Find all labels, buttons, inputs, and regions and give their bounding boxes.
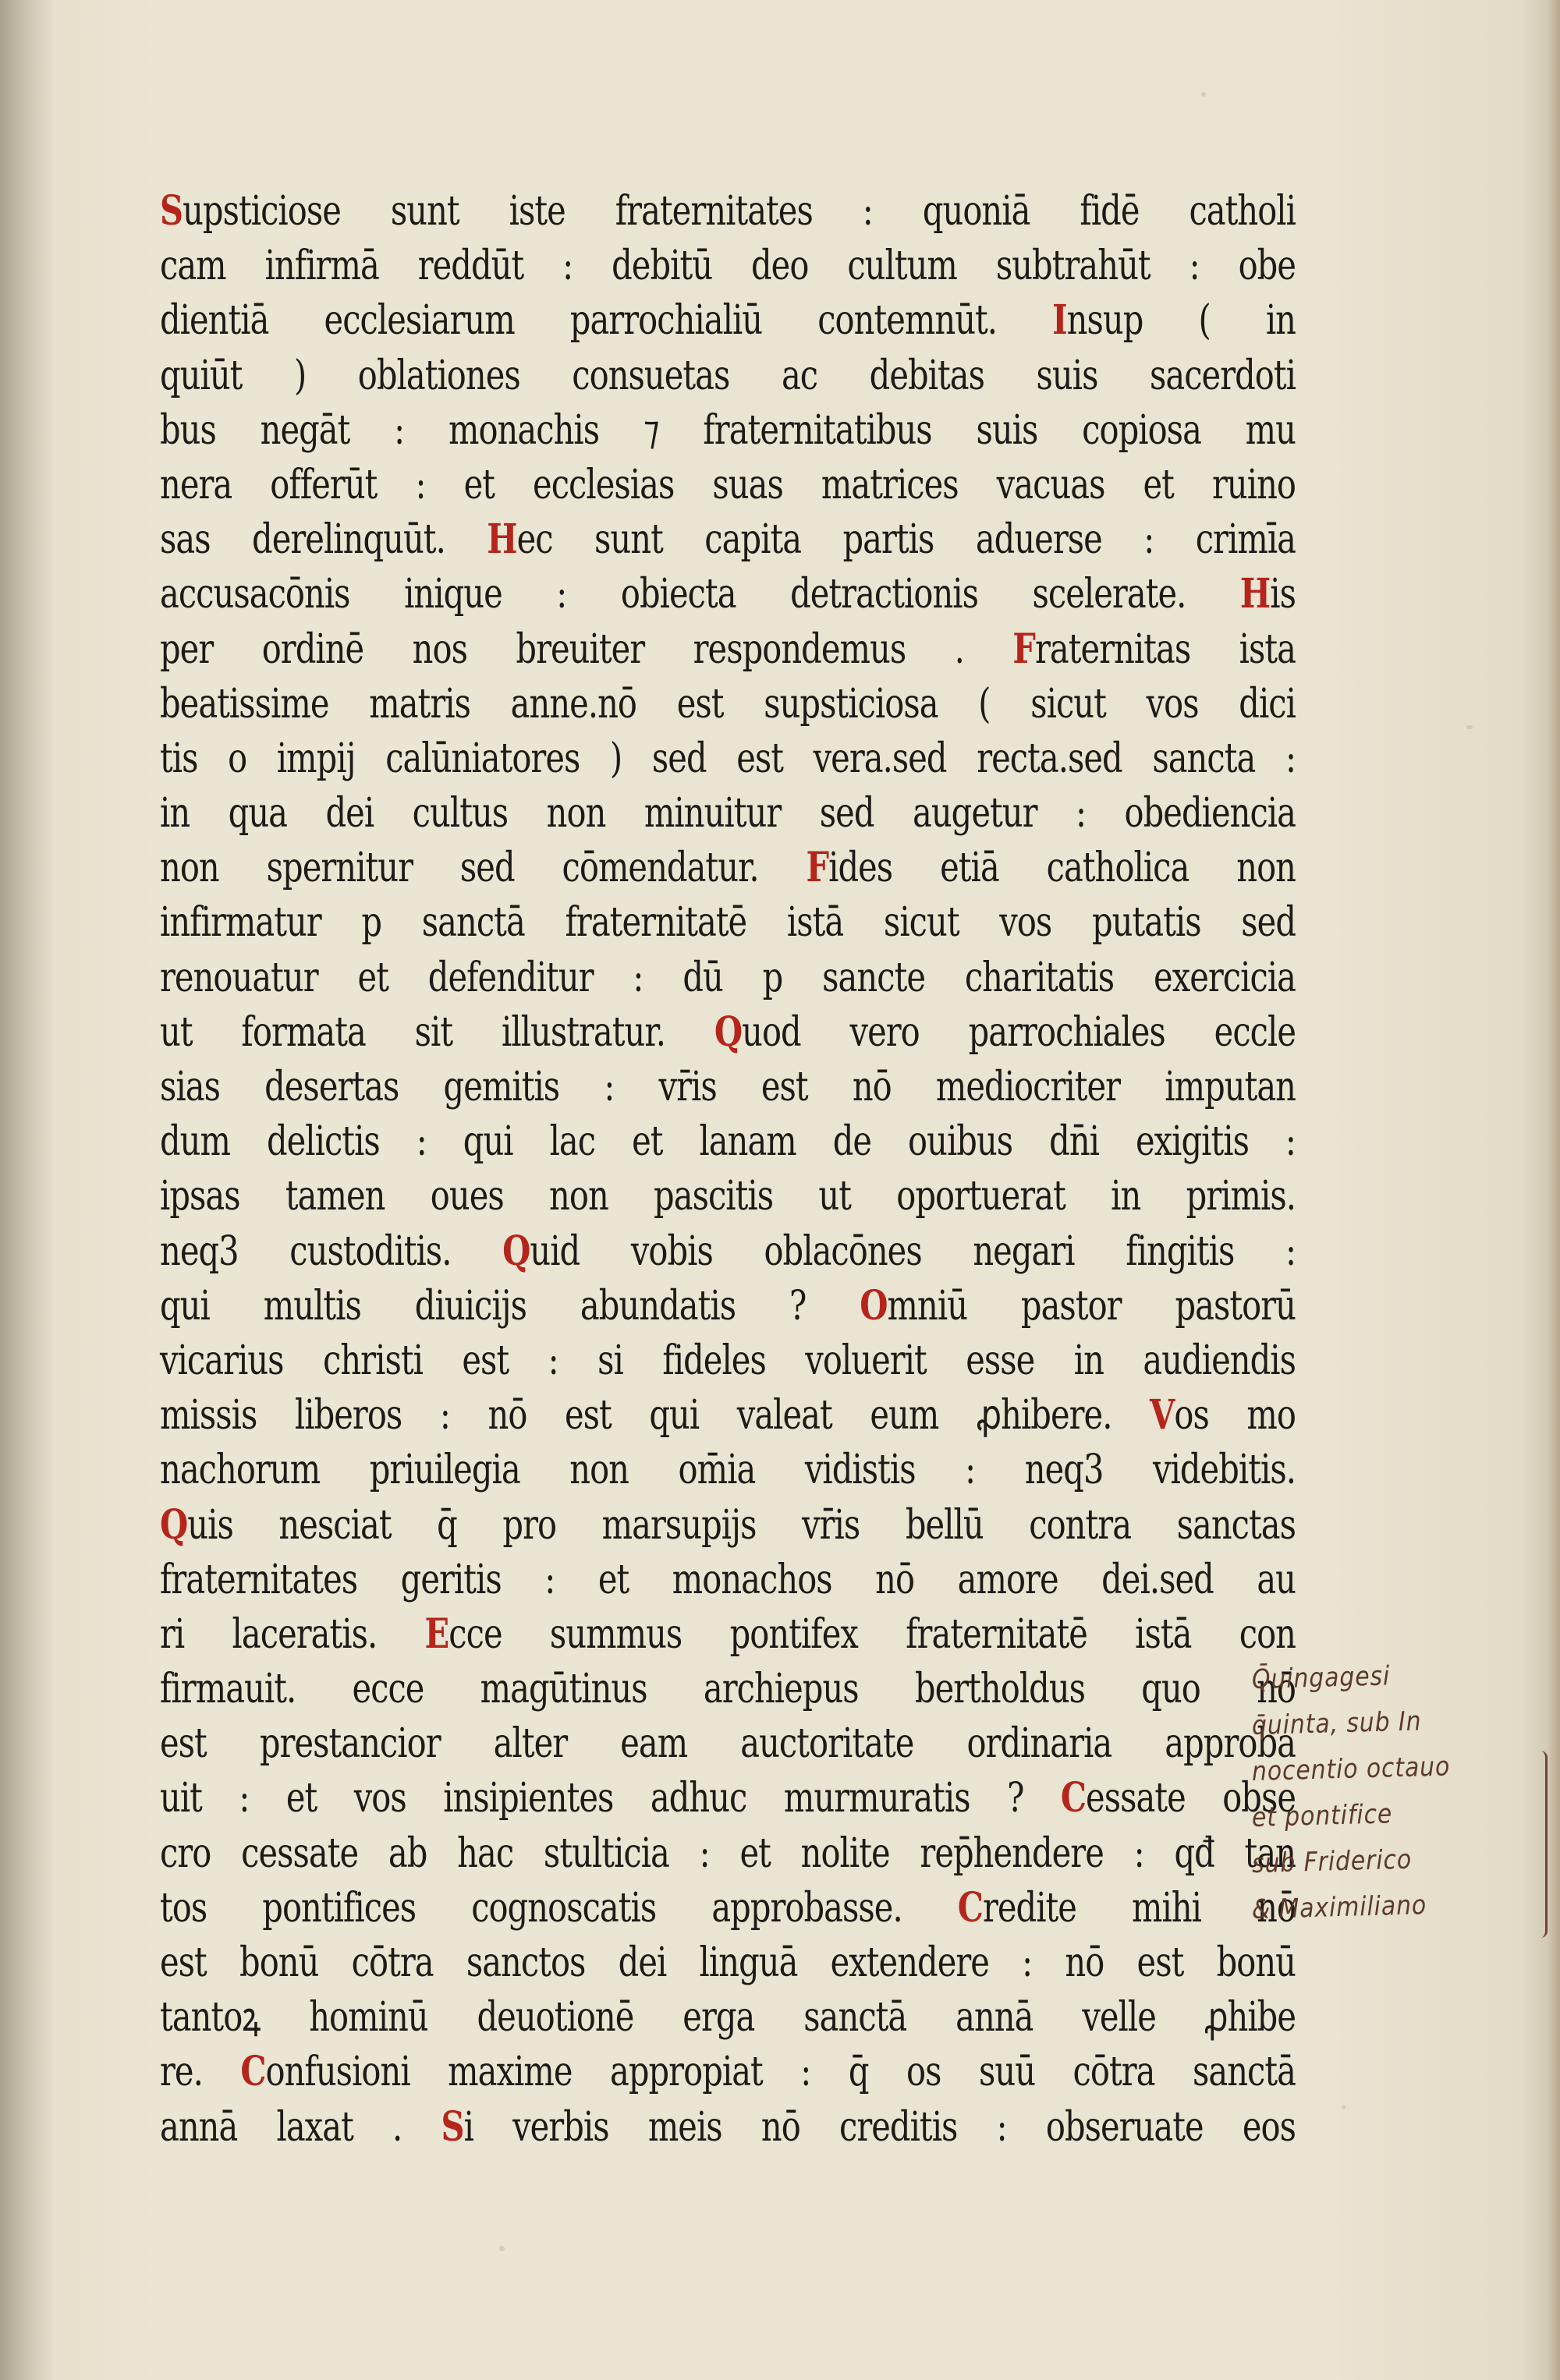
text-line bbox=[160, 622, 1296, 677]
text-line bbox=[160, 239, 1296, 293]
text-line bbox=[160, 786, 1296, 841]
rubricated-initial: C bbox=[240, 2048, 266, 2096]
text-segment: essate obse bbox=[1086, 1775, 1296, 1822]
text-segment: ri laceratis. bbox=[160, 1610, 425, 1658]
rubricated-initial: H bbox=[487, 515, 517, 564]
text-segment: firmauit. ecce magūtinus archiepus bertholdus quo nō bbox=[160, 1666, 1296, 1713]
text-segment: i verbis meis nō creditis : obseruate eos bbox=[463, 2103, 1296, 2151]
text-segment: renouatur et defenditur : dū p sancte charitatis exercicia bbox=[160, 954, 1296, 1001]
rubricated-initial: I bbox=[1052, 296, 1067, 345]
text-segment: onfusioni maxime appropiat : q̄ os suū cōtra sanctā bbox=[265, 2049, 1296, 2096]
text-line bbox=[160, 1607, 1296, 1662]
text-line bbox=[160, 1169, 1296, 1224]
text-segment: per ordinē nos breuiter respondemus . bbox=[160, 625, 1013, 673]
text-line bbox=[160, 1224, 1296, 1279]
text-line bbox=[160, 951, 1296, 1005]
text-line bbox=[160, 2100, 1296, 2155]
text-segment: raternitas ista bbox=[1034, 625, 1296, 673]
text-segment: uit : et vos insipientes adhuc murmuratis ? bbox=[160, 1775, 1061, 1822]
text-segment: dientiā ecclesiarum parrochialiū contemnūt. bbox=[160, 297, 1053, 345]
text-line bbox=[160, 1936, 1296, 1990]
text-segment: tos pontifices cognoscatis approbasse. bbox=[160, 1884, 958, 1932]
handwritten-margin-note bbox=[1252, 1657, 1560, 1933]
text-line bbox=[160, 403, 1296, 458]
margin-note-line: et pontifice bbox=[1251, 1798, 1393, 1833]
paper-speck bbox=[499, 2246, 505, 2251]
rubricated-initial: O bbox=[860, 1281, 888, 1330]
text-segment: tantoꝝ hominū deuotionē erga sanctā annā velle ꝓhibe bbox=[160, 1994, 1296, 2042]
rubricated-initial: F bbox=[1012, 625, 1035, 673]
text-line bbox=[160, 293, 1296, 348]
text-line bbox=[160, 1333, 1296, 1388]
text-line bbox=[160, 349, 1296, 403]
rubricated-initial: Q bbox=[714, 1008, 743, 1056]
rubricated-initial: V bbox=[1150, 1391, 1175, 1440]
rubricated-initial: H bbox=[1239, 570, 1271, 618]
text-segment: is bbox=[1270, 571, 1296, 618]
text-segment: missis liberos : nō est qui valeat eum ꝓhibere. bbox=[160, 1392, 1150, 1440]
text-segment: neq3 custoditis. bbox=[160, 1227, 503, 1275]
text-segment: accusacōnis inique : obiecta detractionis scelerate. bbox=[160, 571, 1240, 618]
text-line bbox=[160, 1716, 1296, 1771]
paper-speck bbox=[1201, 92, 1206, 97]
text-segment: cam infirmā reddūt : debitū deo cultum subtrahūt : obe bbox=[160, 243, 1296, 290]
text-line bbox=[160, 2045, 1296, 2099]
text-line bbox=[160, 458, 1296, 512]
rubricated-initial: E bbox=[424, 1610, 449, 1658]
rubricated-initial: Q bbox=[502, 1227, 530, 1275]
printed-text-block bbox=[160, 184, 1295, 2155]
margin-note-line: Q̄uingagesi bbox=[1251, 1660, 1391, 1695]
text-segment: qui multis diuicijs abundatis ? bbox=[160, 1282, 860, 1330]
rubricated-initial: C bbox=[957, 1883, 983, 1932]
text-line bbox=[160, 1662, 1296, 1716]
text-segment: uis nesciat q̄ pro marsupijs vr̄is bellū contra sanctas bbox=[187, 1501, 1296, 1549]
text-segment: uid vobis oblacōnes negari fingitis : bbox=[530, 1227, 1296, 1275]
text-segment: bus negāt : monachis ⁊ fraternitatibus suis copiosa mu bbox=[160, 406, 1296, 454]
text-line bbox=[160, 1990, 1296, 2045]
text-segment: in qua dei cultus non minuitur sed augetur : obediencia bbox=[160, 790, 1296, 838]
text-segment: infirmatur p sanctā fraternitatē istā sicut vos putatis sed bbox=[160, 899, 1296, 947]
text-segment: vicarius christi est : si fideles voluerit esse in audiendis bbox=[160, 1337, 1296, 1384]
text-segment: annā laxat . bbox=[160, 2103, 441, 2151]
text-segment: nachorum priuilegia non om̄ia vidistis : neq3 videbitis. bbox=[160, 1447, 1296, 1494]
paper-speck bbox=[1342, 2106, 1346, 2109]
gutter-shadow bbox=[0, 0, 55, 2380]
text-segment: upsticiose sunt iste fraternitates : quoniā fidē catholi bbox=[183, 188, 1296, 235]
text-line bbox=[160, 1114, 1296, 1169]
text-line bbox=[160, 677, 1296, 731]
text-segment: fraternitates geritis : et monachos nō amore dei.sed au bbox=[160, 1556, 1296, 1603]
text-segment: sas derelinquūt. bbox=[160, 516, 488, 564]
text-segment: uod vero parrochiales eccle bbox=[742, 1008, 1296, 1056]
text-line bbox=[160, 1279, 1296, 1333]
text-line bbox=[160, 895, 1296, 950]
text-line bbox=[160, 1498, 1296, 1553]
text-segment: ipsas tamen oues non pascitis ut oportuerat in primis. bbox=[160, 1173, 1296, 1220]
rubricated-initial: S bbox=[160, 187, 183, 235]
page-edge bbox=[1548, 0, 1560, 2380]
rubricated-initial: F bbox=[806, 844, 829, 892]
text-segment: cro cessate ab hac stulticia : et nolite rep̄hendere : qđ tan bbox=[160, 1829, 1296, 1877]
text-segment: mniū pastor pastorū bbox=[887, 1282, 1296, 1330]
text-line bbox=[160, 1553, 1296, 1607]
text-segment: redite mihi nō bbox=[982, 1884, 1296, 1932]
margin-note-line: nocentio octauo bbox=[1251, 1751, 1451, 1787]
text-segment: re. bbox=[160, 2049, 241, 2096]
text-segment: ut formata sit illustratur. bbox=[160, 1008, 714, 1056]
text-line bbox=[160, 1388, 1296, 1443]
text-segment: sias desertas gemitis : vr̄is est nō mediocriter imputan bbox=[160, 1064, 1296, 1110]
text-line bbox=[160, 1443, 1296, 1497]
text-line bbox=[160, 1060, 1296, 1114]
text-segment: tis o impij calūniatores ) sed est vera.sed recta.sed sancta : bbox=[160, 735, 1296, 782]
text-line bbox=[160, 512, 1296, 567]
rubricated-initial: Q bbox=[160, 1500, 188, 1549]
text-segment: cce summus pontifex fraternitatē istā con bbox=[448, 1610, 1296, 1658]
margin-note-line: & Maximiliano bbox=[1251, 1889, 1427, 1925]
rubricated-initial: S bbox=[441, 2102, 464, 2151]
text-segment: quiūt ) oblationes consuetas ac debitas suis sacerdoti bbox=[160, 352, 1296, 399]
text-line bbox=[160, 1826, 1296, 1881]
rubricated-initial: C bbox=[1060, 1774, 1087, 1822]
margin-note-line: sub Friderico bbox=[1251, 1843, 1413, 1879]
text-segment: non spernitur sed cōmendatur. bbox=[160, 845, 807, 892]
text-segment: beatissime matris anne.nō est supsticiosa ( sicut vos dici bbox=[160, 680, 1296, 728]
text-line bbox=[160, 1771, 1296, 1826]
text-line bbox=[160, 1881, 1296, 1936]
text-segment: ides etiā catholica non bbox=[828, 845, 1296, 892]
text-segment: os mo bbox=[1174, 1392, 1296, 1440]
text-segment: est prestancior alter eam auctoritate ordinaria approba bbox=[160, 1720, 1296, 1768]
text-line bbox=[160, 184, 1296, 239]
text-segment: nsup ( in bbox=[1066, 297, 1296, 345]
text-segment: est bonū cōtra sanctos dei linguā extendere : nō est bonū bbox=[160, 1939, 1296, 1986]
text-line bbox=[160, 731, 1296, 786]
text-segment: dum delictis : qui lac et lanam de ouibus dn̄i exigitis : bbox=[160, 1118, 1296, 1166]
paper-speck bbox=[1466, 725, 1473, 729]
text-segment: nera offerūt : et ecclesias suas matrices vacuas et ruino bbox=[160, 461, 1296, 508]
text-line bbox=[160, 841, 1296, 895]
margin-note-line: q̄uinta, sub In bbox=[1251, 1705, 1422, 1741]
text-line bbox=[160, 1005, 1296, 1060]
text-line bbox=[160, 567, 1296, 622]
margin-bracket bbox=[1540, 1751, 1548, 1938]
text-segment: ec sunt capita partis aduerse : crimīa bbox=[516, 516, 1296, 564]
